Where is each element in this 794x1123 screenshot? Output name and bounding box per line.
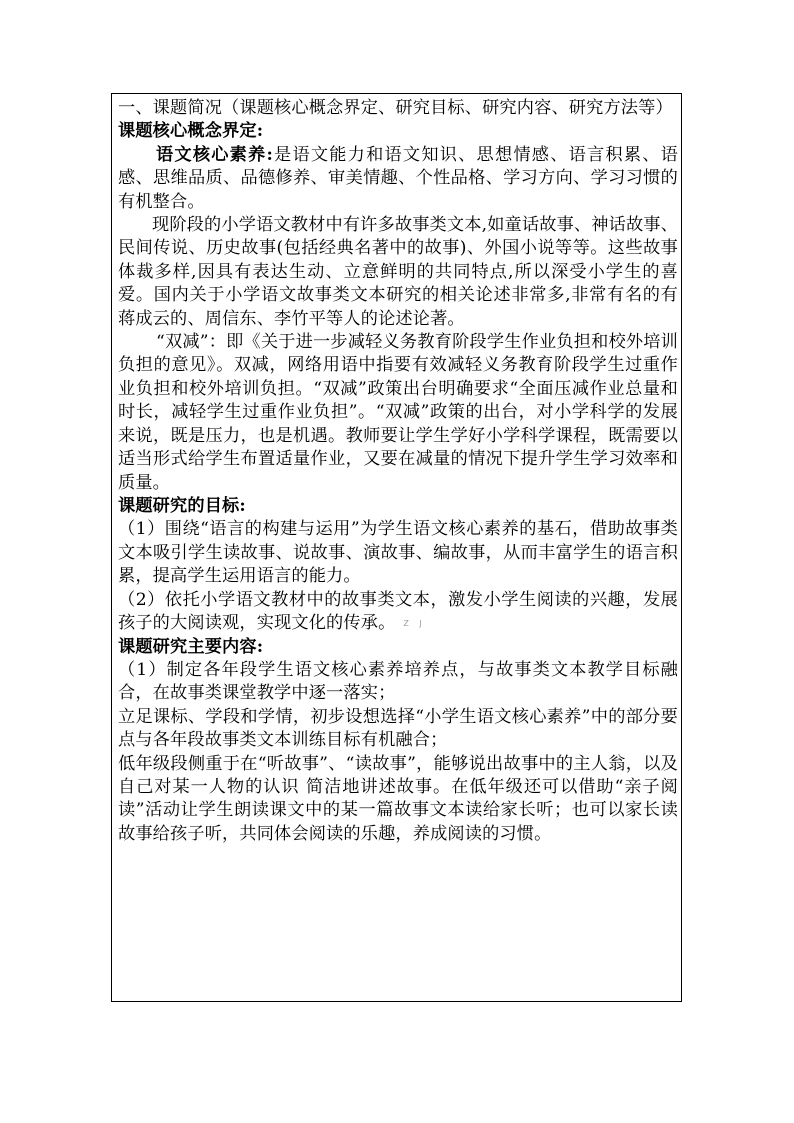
story-text-paragraph: 现阶段的小学语文教材中有许多故事类文本,如童话故事、神话故事、民间传说、历史故事(包括经典名著中的故事)、外国小说等等。这些故事体裁多样,因具有表达生动、立意鲜明的共同特点,所以深受小学生的喜爱。国内关于小学语文故事类文本研究的相关论述非常多,非常有名的有蒋成云的、周信东、李竹平等人的论述论著。 bbox=[118, 215, 678, 329]
content-heading: 课题研究主要内容: bbox=[118, 636, 264, 657]
goals-heading: 课题研究的目标: bbox=[118, 495, 246, 516]
goal-item-1: （1）围绕“语言的构建与运用”为学生语文核心素养的基石，借助故事类文本吸引学生读故事、说故事、演故事、编故事，从而丰富学生的语言积累，提高学生运用语言的能力。 bbox=[118, 519, 678, 587]
document-body bbox=[118, 97, 678, 846]
goal-item-2-paragraph bbox=[118, 589, 678, 636]
concept-heading: 课题核心概念界定: bbox=[118, 121, 264, 142]
goal-item-2: （2）依托小学语文教材中的故事类文本，激发小学生阅读的兴趣，发展孩子的大阅读观，实现文化的传承。 bbox=[118, 589, 678, 634]
concept-definition: 是语文能力和语文知识、思想情感、语言积累、语感、思维品质、品德修养、审美情趣、个性品格、学习方向、学习习惯的有机整合。 bbox=[118, 144, 678, 212]
stray-mark: Z J bbox=[403, 618, 426, 628]
content-item-1: （1）制定各年段学生语文核心素养培养点，与故事类文本教学目标融合，在故事类课堂教学中逐一落实； bbox=[118, 659, 678, 704]
content-paragraph-3: 低年级段侧重于在“听故事”、“读故事”，能够说出故事中的主人翁，以及自己对某一人物的认识 简洁地讲述故事。在低年级还可以借助“亲子阅读”活动让学生朗读课文中的某一篇故事文本读给家长听；也可以家长读故事给孩子听，共同体会阅读的乐趣，养成阅读的习惯。 bbox=[118, 753, 678, 844]
double-reduction-paragraph: “双减”：即《关于进一步减轻义务教育阶段学生作业负担和校外培训负担的意见》。双减，网络用语中指要有效减轻义务教育阶段学生过重作业负担和校外培训负担。“双减”政策出台明确要求“全面压减作业总量和时长，减轻学生过重作业负担”。“双减”政策的出台，对小学科学的发展来说，既是压力，也是机遇。教师要让学生学好小学科学课程，既需要以适当形式给学生布置适量作业，又要在减量的情况下提升学生学习效率和质量。 bbox=[118, 332, 678, 493]
concept-term: 语文核心素养: bbox=[156, 144, 273, 165]
content-paragraph-2: 立足课标、学段和学情，初步设想选择“小学生语文核心素养”中的部分要点与各年段故事类文本训练目标有机融合； bbox=[118, 706, 678, 751]
concept-definition-paragraph bbox=[118, 144, 678, 214]
section-title: 一、课题简况（课题核心概念界定、研究目标、研究内容、研究方法等） bbox=[118, 98, 673, 118]
